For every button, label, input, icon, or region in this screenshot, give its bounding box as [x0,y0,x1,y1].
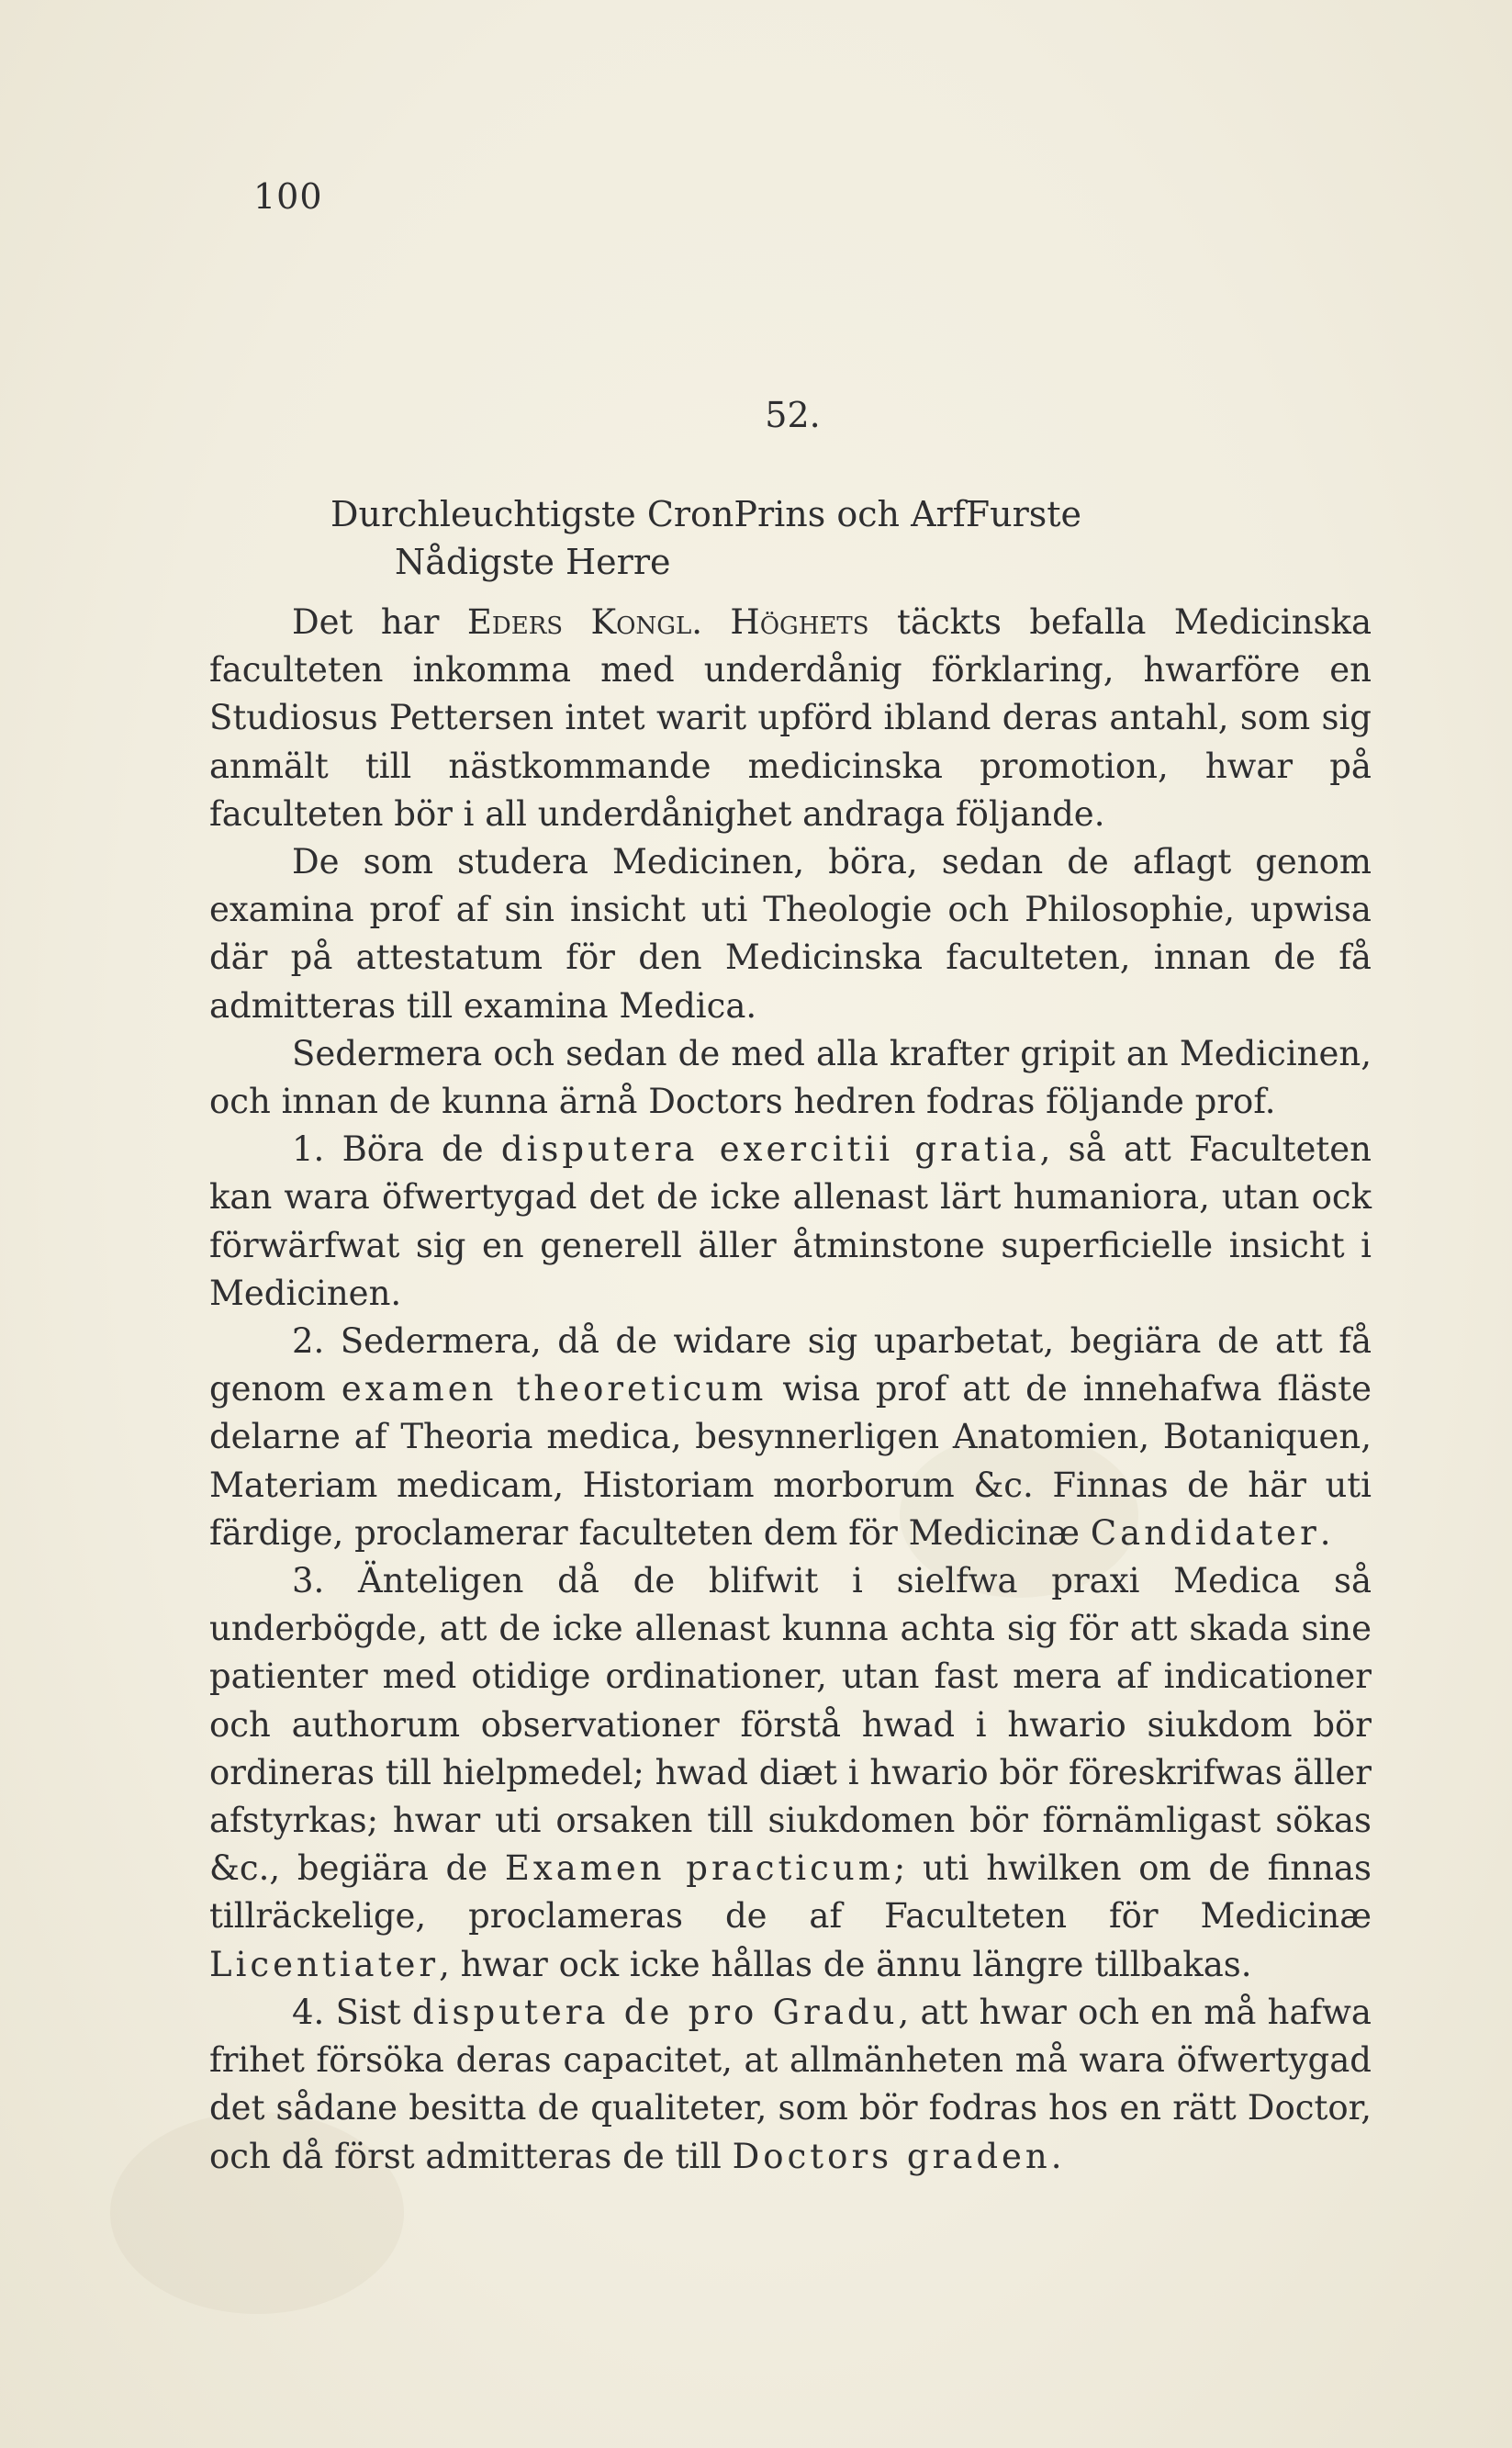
paragraph-5 [209,1318,1372,1557]
paragraph-3: Sedermera och sedan de med alla krafter gripit an Medicinen, och innan de kunna ärnå Doctors hedren fodras följande prof. [209,1033,1372,1122]
letter-number: 52. [765,395,821,435]
page-number: 100 [253,176,323,217]
paragraph-7-text-a: 4. Sist [292,1992,412,2032]
paragraph-5-spaced: examen theoreticum [341,1369,767,1409]
paragraph-5-text-e: . [1319,1512,1331,1553]
paragraph-5-spaced-2: Candidater [1090,1512,1320,1553]
salutation-line-1: Durchleuchtigste CronPrins och ArfFurste [330,494,1082,534]
paragraph-1-text-c: täckts befalla Medicinska faculteten inkomma med underdånig förklaring, hwarföre en Studiosus Pettersen intet warit upförd ibland deras antahl, som sig anmält till nästkommande medicinska promotion, hwar på faculteten bör i all underdånighet andraga följande. [209,602,1372,834]
paragraph-6-text-a: 3. Änteligen då de blifwit i sielfwa praxi Medica så underbögde, att de icke allenast kunna achta sig för att skada sine patienter med otidige ordinationer, utan fast mera af indicationer och authorum observationer förstå hwad i hwario siukdom bör ordineras till hielpmedel; hwad diæt i hwario bör föreskrifwas äller afstyrkas; hwar uti orsaken till siukdomen bör förnämligast sökas &c., begiära de [209,1561,1372,1889]
paragraph-6-text-e: , hwar ock icke hållas de ännu längre tillbakas. [439,1944,1252,1984]
paragraph-1-text-a: Det har [292,602,467,642]
paragraph-5-text-a: 2. Sedermera, då de widare sig uparbetat, begiära de att få genom [209,1321,1372,1409]
paragraph-7-spaced: disputera de pro Gradu [411,1992,899,2032]
paragraph-6-spaced-2: Licentiater [209,1944,440,1984]
paragraph-4-text-c: , så att Faculteten kan wara öfwertygad det de icke allenast lärt humaniora, utan ock förwärfwat sig en generell äller åtminstone superficielle insicht i Medicinen. [209,1129,1372,1313]
paragraph-6-text-c: ; uti hwilken om de finnas tillräckelige, proclameras de af Faculteten för Medicinæ [209,1848,1372,1937]
salutation-line-2: Nådigste Herre [395,542,671,582]
paragraph-4-text-a: 1. Böra de [292,1129,501,1170]
paragraph-4-spaced: disputera exercitii gratia [500,1129,1040,1170]
paragraph-6-spaced: Examen practicum [504,1848,894,1889]
paragraph-1 [209,599,1372,838]
paragraph-2: De som studera Medicinen, böra, sedan de aflagt genom examina prof af sin insicht uti Theologie och Philosophie, upwisa där på attestatum för den Medicinska faculteten, innan de få admitteras till examina Medica. [209,842,1372,1026]
paragraph-7-spaced-2: Doctors graden [732,2136,1051,2176]
paragraph-4 [209,1126,1372,1318]
letter-body [209,599,1372,2181]
paragraph-1-addressee: Eders Kongl. Höghets [466,602,869,642]
salutation [330,490,1081,586]
paragraph-7-text-c: , att hwar och en må hafwa frihet försöka deras capacitet, at allmänheten må wara öfwertygad det sådane besitta de qualiteter, som bör fodras hos en rätt Doctor, och då först admitteras de till [209,1992,1372,2176]
paragraph-7-text-e: . [1050,2136,1062,2176]
paragraph-6 [209,1557,1372,1989]
paragraph-7 [209,1989,1372,2181]
paragraph-5-text-c: wisa prof att de innehafwa fläste delarne af Theoria medica, besynnerligen Anatomien, Botaniquen, Materiam medicam, Historiam morborum &c. Finnas de här uti färdige, proclamerar faculteten dem för Medicinæ [209,1369,1372,1553]
